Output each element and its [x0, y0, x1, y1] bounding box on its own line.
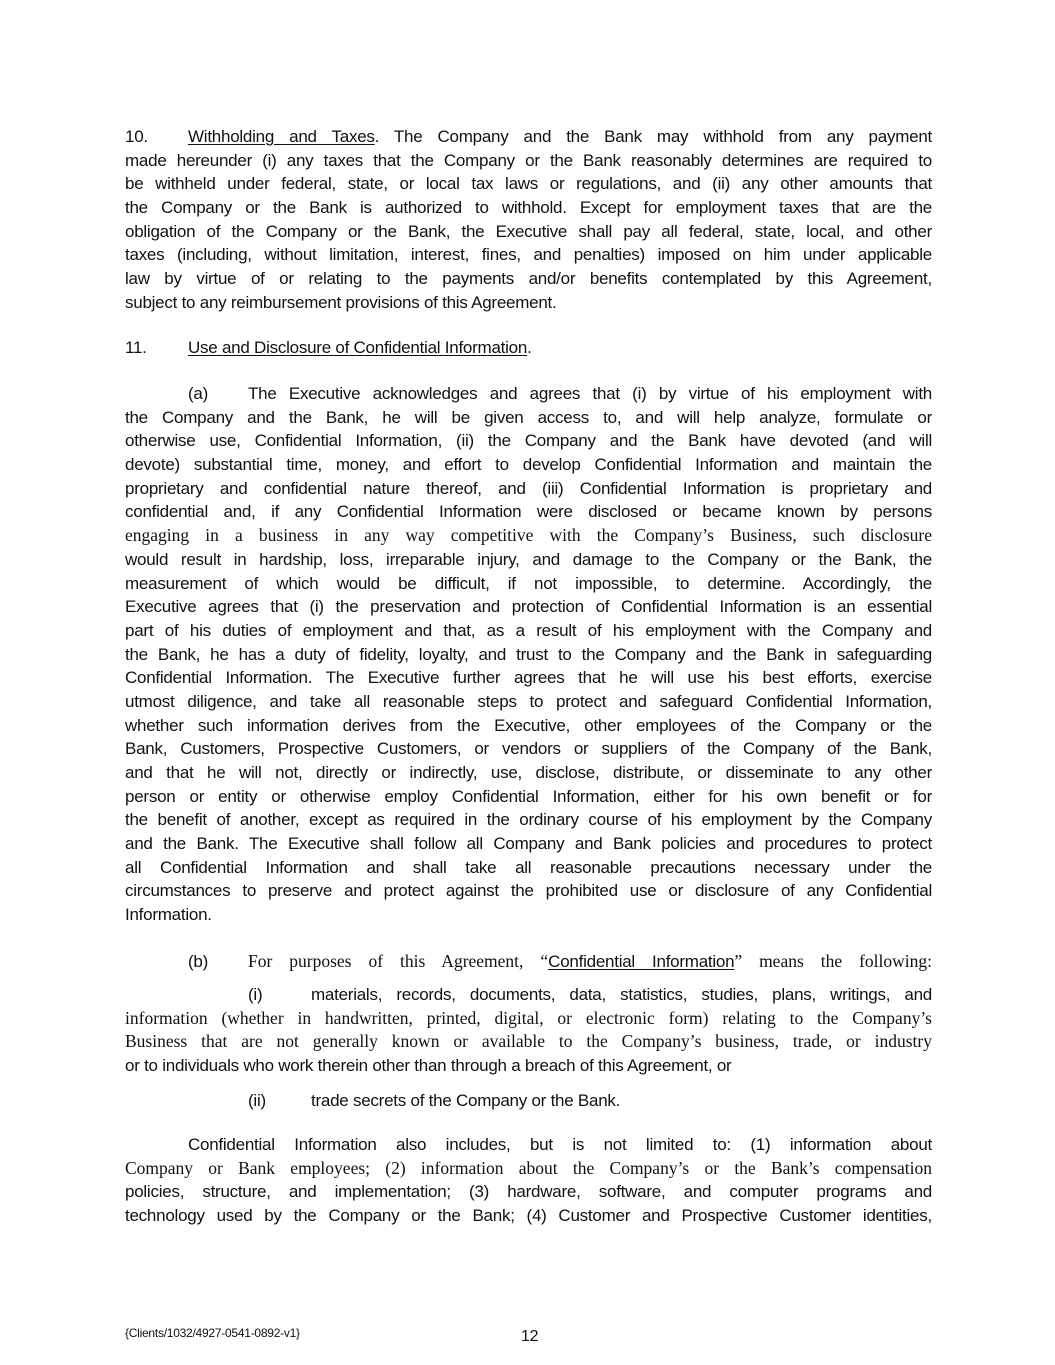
section-number: 10. — [125, 127, 148, 146]
section-heading: Withholding and Taxes — [188, 127, 375, 146]
item-label: (i) — [248, 985, 263, 1004]
page-number: 12 — [521, 1328, 539, 1345]
section-heading: Use and Disclosure of Confidential Information — [188, 338, 528, 357]
section-text: . The Company and the Bank may withhold from any payment — [374, 127, 932, 146]
text-line: the Company or the Bank is authorized to withhold. Except for employment taxes that are the — [125, 198, 932, 218]
text-line: would result in hardship, loss, irreparable injury, and damage to the Company or the Bank, the — [125, 549, 932, 569]
text-line: measurement of which would be difficult, if not impossible, to determine. Accordingly, the — [125, 573, 932, 593]
text-line: policies, structure, and implementation; (3) hardware, software, and computer programs and — [125, 1182, 932, 1202]
text-line: whether such information derives from the Executive, other employees of the Company or the — [125, 715, 932, 735]
heading-period: . — [527, 338, 532, 357]
section-10-first-line — [125, 125, 932, 149]
subsection-a — [125, 382, 932, 927]
text-line: law by virtue of or relating to the payments and/or benefits contemplated by this Agreement, — [125, 269, 932, 289]
text-line: taxes (including, without limitation, interest, fines, and penalties) imposed on him under applicable — [125, 245, 932, 265]
text: For purposes of this Agreement, “ — [248, 951, 549, 971]
confidential-info-also — [125, 1133, 932, 1228]
text-line: Information. — [125, 905, 212, 925]
text-line: otherwise use, Confidential Information, (ii) the Company and the Bank have devoted (and will — [125, 431, 932, 451]
item-text: materials, records, documents, data, statistics, studies, plans, writings, and — [311, 985, 932, 1004]
text-line: utmost diligence, and take all reasonable steps to protect and safeguard Confidential Information, — [125, 691, 932, 711]
item-i-first-line — [125, 983, 932, 1007]
text-line: circumstances to preserve and protect against the prohibited use or disclosure of any Confidential — [125, 881, 932, 901]
text: ” means the following: — [734, 951, 933, 971]
text-line: Company or Bank employees; (2) information about the Company’s or the Bank’s compensation — [125, 1157, 932, 1178]
item-ii-text: trade secrets of the Company or the Bank. — [311, 1091, 621, 1110]
text-line: person or entity or otherwise employ Confidential Information, either for his own benefit or for — [125, 786, 932, 806]
subsection-b-text — [248, 950, 932, 974]
text-line: information (whether in handwritten, printed, digital, or electronic form) relating to the Company’s — [125, 1007, 932, 1028]
text-line: the Bank, he has a duty of fidelity, loyalty, and trust to the Company and the Bank in safeguarding — [125, 644, 932, 664]
item-i — [125, 983, 932, 1078]
subsection-text: The Executive acknowledges and agrees that (i) by virtue of his employment with — [248, 384, 932, 403]
text-line: subject to any reimbursement provisions of this Agreement. — [125, 292, 557, 312]
subsection-label: (a) — [188, 384, 209, 403]
text-line: or to individuals who work therein other than through a breach of this Agreement, or — [125, 1056, 732, 1076]
text-line: and the Bank. The Executive shall follow all Company and Bank policies and procedures to protect — [125, 834, 932, 854]
section-number: 11. — [125, 338, 147, 357]
document-id: {Clients/1032/4927-0541-0892-v1} — [125, 1326, 300, 1340]
text-line: Bank, Customers, Prospective Customers, or vendors or suppliers of the Company of the Bank, — [125, 739, 932, 759]
text-line: devote) substantial time, money, and effort to develop Confidential Information and maintain the — [125, 455, 932, 475]
subsection-b-label: (b) — [188, 952, 209, 971]
item-ii-label: (ii) — [248, 1091, 266, 1110]
section-11-heading-line — [125, 336, 147, 360]
text-line: Executive agrees that (i) the preservation and protection of Confidential Information is an essential — [125, 597, 932, 617]
also-first-line — [125, 1133, 932, 1157]
text-line: Business that are not generally known or available to the Company’s business, trade, or industry — [125, 1031, 932, 1052]
text-line: confidential and, if any Confidential Information were disclosed or became known by persons — [125, 502, 932, 522]
text-line: the Company and the Bank, he will be given access to, and will help analyze, formulate or — [125, 407, 932, 427]
text-line: all Confidential Information and shall take all reasonable precautions necessary under the — [125, 857, 932, 877]
text-line: obligation of the Company or the Bank, the Executive shall pay all federal, state, local, and other — [125, 221, 932, 241]
text-line: Confidential Information. The Executive further agrees that he will use his best efforts, exercise — [125, 668, 932, 688]
text-line: proprietary and confidential nature thereof, and (iii) Confidential Information is proprietary and — [125, 478, 932, 498]
subsection-a-first-line — [125, 382, 932, 406]
section-11-heading — [188, 336, 532, 360]
text-line: part of his duties of employment and that, as a result of his employment with the Company and — [125, 620, 932, 640]
text-line: and that he will not, directly or indirectly, use, disclose, distribute, or disseminate to any other — [125, 763, 932, 782]
text-line: made hereunder (i) any taxes that the Company or the Bank reasonably determines are required to — [125, 150, 932, 170]
text-line: the benefit of another, except as required in the ordinary course of his employment by the Company — [125, 810, 932, 830]
text-line: be withheld under federal, state, or local tax laws or regulations, and (ii) any other amounts that — [125, 174, 932, 194]
text-line: technology used by the Company or the Bank; (4) Customer and Prospective Customer identities, — [125, 1206, 932, 1226]
section-10 — [125, 125, 932, 315]
paragraph-text: Confidential Information also includes, but is not limited to: (1) information about — [188, 1135, 932, 1154]
defined-term: Confidential Information — [548, 952, 735, 971]
text-line: engaging in a business in any way competitive with the Company’s Business, such disclosure — [125, 525, 932, 546]
